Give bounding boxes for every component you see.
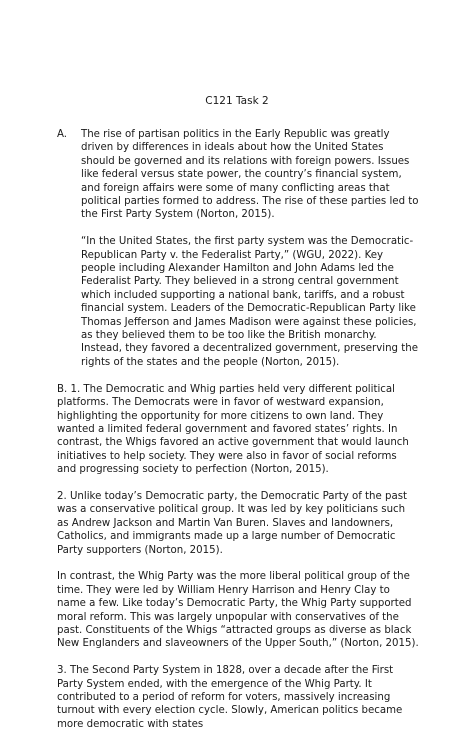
paragraph-item-a-quote: “In the United States, the first party system was the Democratic-Republican Party v. the Federalist Party,” (WGU, 2022). Key people including Alexander Hamilton and John Adams led the Federalist Party. They believed in a strong central government which included supporting a national bank, tariffs, and a robust financial system. Leaders of the Democratic-Republican Party like Thomas Jefferson and James Madison were against these policies, as they believed them to be too like the British monarchy. Instead, they favored a decentralized government, preserving the rights of the states and the people (Norton, 2015). — [81, 236, 418, 368]
document-body — [57, 128, 419, 745]
list-marker-a: A. — [57, 129, 68, 140]
paragraph-item-b: B. 1. The Democratic and Whig parties held very different political platforms. The Democrats were in favor of westward expansion, highlighting the opportunity for more citizens to own land. They wanted a limited federal government and favored states’ rights. In contrast, the Whigs favored an active government that would launch initiatives to help society. They were also in favor of social reforms and progressing society to perfection (Norton, 2015). — [57, 383, 409, 476]
paragraph-item-b3: 3. The Second Party System in 1828, over a decade after the First Party System ended, with the emergence of the Whig Party. It contributed to a period of reform for voters, massively increasing turnout with every election cycle. Slowly, American politics became more democratic with states — [57, 665, 403, 730]
paragraph-item-b2: 2. Unlike today’s Democratic party, the Democratic Party of the past was a conservative political group. It was led by key politicians such as Andrew Jackson and Martin Van Buren. Slaves and landowners, Catholics, and immigrants made up a large number of Democratic Party supporters (Norton, 2015). — [57, 490, 408, 556]
document-title: C121 Task 2 — [205, 95, 269, 107]
item-a-text: The rise of partisan politics in the Early Republic was greatly driven by differences in ideals about how the United States should be governed and its relations with foreign powers. Issues like federal versus state power, the country’s financial system, and foreign affairs were some of many conflicting areas that political parties formed to address. The rise of these parties led to the First Party System (Norton, 2015). — [81, 129, 419, 221]
paragraph-item-b2-contrast: In contrast, the Whig Party was the more liberal political group of the time. They were led by William Henry Harrison and Henry Clay to name a few. Like today’s Democratic Party, the Whig Party supported moral reform. This was largely unpopular with conservatives of the past. Constituents of the Whigs “attracted groups as diverse as black New Englanders and slaveowners of the Upper South,” (Norton, 2015). — [57, 571, 419, 650]
paragraph-item-a — [57, 128, 419, 222]
